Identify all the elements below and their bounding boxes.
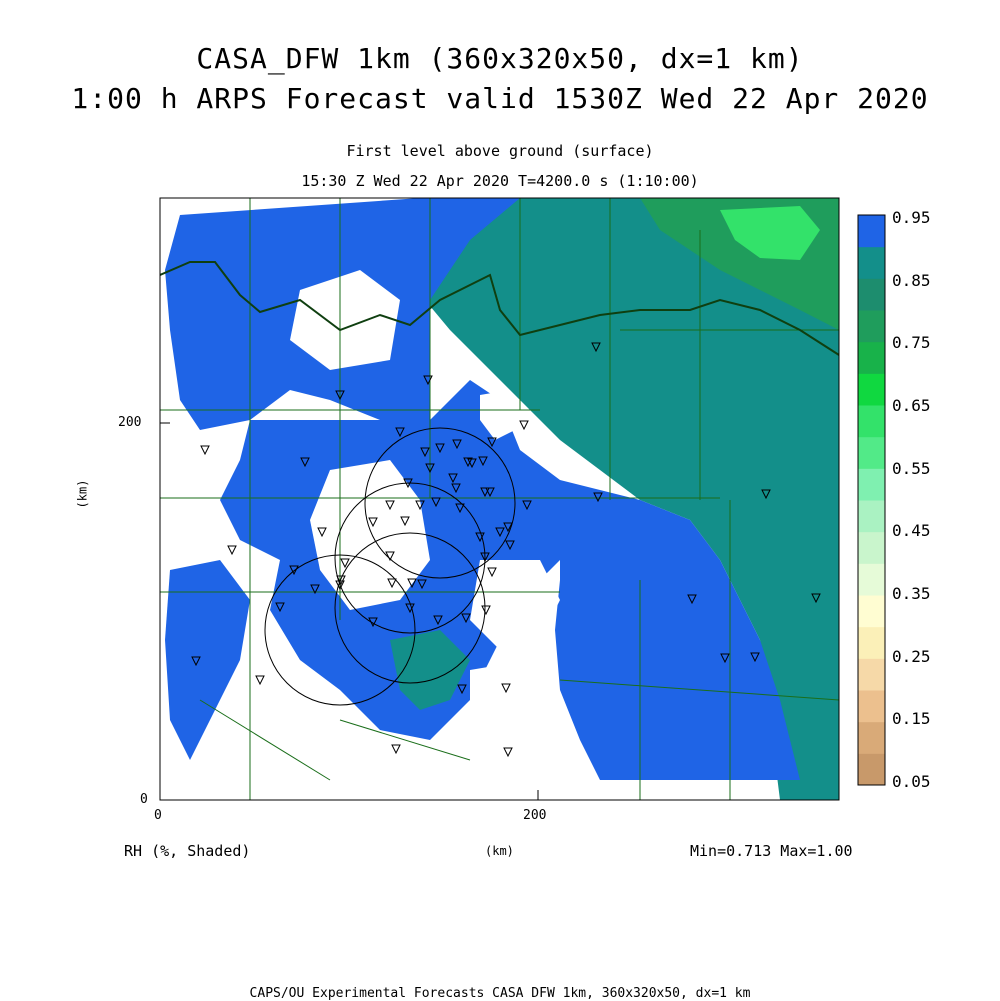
- colorbar-swatch: [858, 247, 885, 279]
- colorbar-label: 0.35: [892, 584, 931, 603]
- colorbar-label: 0.75: [892, 333, 931, 353]
- colorbar-swatch: [858, 595, 885, 627]
- title-line-1: CASA_DFW 1km (360x320x50, dx=1 km): [196, 42, 804, 75]
- y-tick-200: 200: [118, 415, 142, 430]
- y-axis-label: (km): [75, 479, 90, 509]
- colorbar-swatch: [858, 658, 885, 690]
- colorbar-label: 0.85: [892, 270, 931, 290]
- colorbar-label: 0.55: [892, 458, 931, 478]
- min-max-readout: Min=0.713 Max=1.00: [690, 842, 853, 860]
- colorbar-swatch: [858, 405, 885, 437]
- y-tick-0: 0: [140, 792, 148, 807]
- x-tick-0: 0: [154, 808, 162, 823]
- colorbar-swatch: [858, 468, 885, 500]
- x-tick-200: 200: [523, 808, 547, 823]
- x-axis-label: (km): [485, 844, 514, 858]
- colorbar-swatch: [858, 437, 885, 469]
- colorbar-label: 0.15: [892, 709, 931, 729]
- colorbar-swatch: [858, 500, 885, 532]
- footer-credit: CAPS/OU Experimental Forecasts CASA DFW 1km, 360x320x50, dx=1 km: [249, 986, 751, 1001]
- subtitle-time: 15:30 Z Wed 22 Apr 2020 T=4200.0 s (1:10:00): [301, 172, 699, 190]
- colorbar-label: 0.05: [892, 772, 931, 791]
- colorbar-swatch: [858, 532, 885, 564]
- colorbar-swatch: [858, 215, 885, 247]
- variable-label: RH (%, Shaded): [124, 842, 251, 860]
- title-line-2: 1:00 h ARPS Forecast valid 1530Z Wed 22 Apr 2020: [71, 82, 929, 115]
- colorbar-swatch: [858, 278, 885, 310]
- colorbar-swatch: [858, 373, 885, 405]
- colorbar-swatch: [858, 690, 885, 722]
- colorbar-swatch: [858, 342, 885, 374]
- colorbar-swatch: [858, 310, 885, 342]
- colorbar-label: 0.95: [892, 208, 931, 227]
- colorbar-label: 0.45: [892, 521, 931, 541]
- subtitle-level: First level above ground (surface): [346, 142, 654, 160]
- colorbar-label: 0.25: [892, 646, 931, 666]
- colorbar-swatch: [858, 627, 885, 659]
- colorbar-swatch: [858, 722, 885, 754]
- colorbar-swatch: [858, 753, 885, 785]
- colorbar-label: 0.65: [892, 396, 931, 415]
- colorbar: [858, 215, 885, 786]
- colorbar-swatch: [858, 563, 885, 595]
